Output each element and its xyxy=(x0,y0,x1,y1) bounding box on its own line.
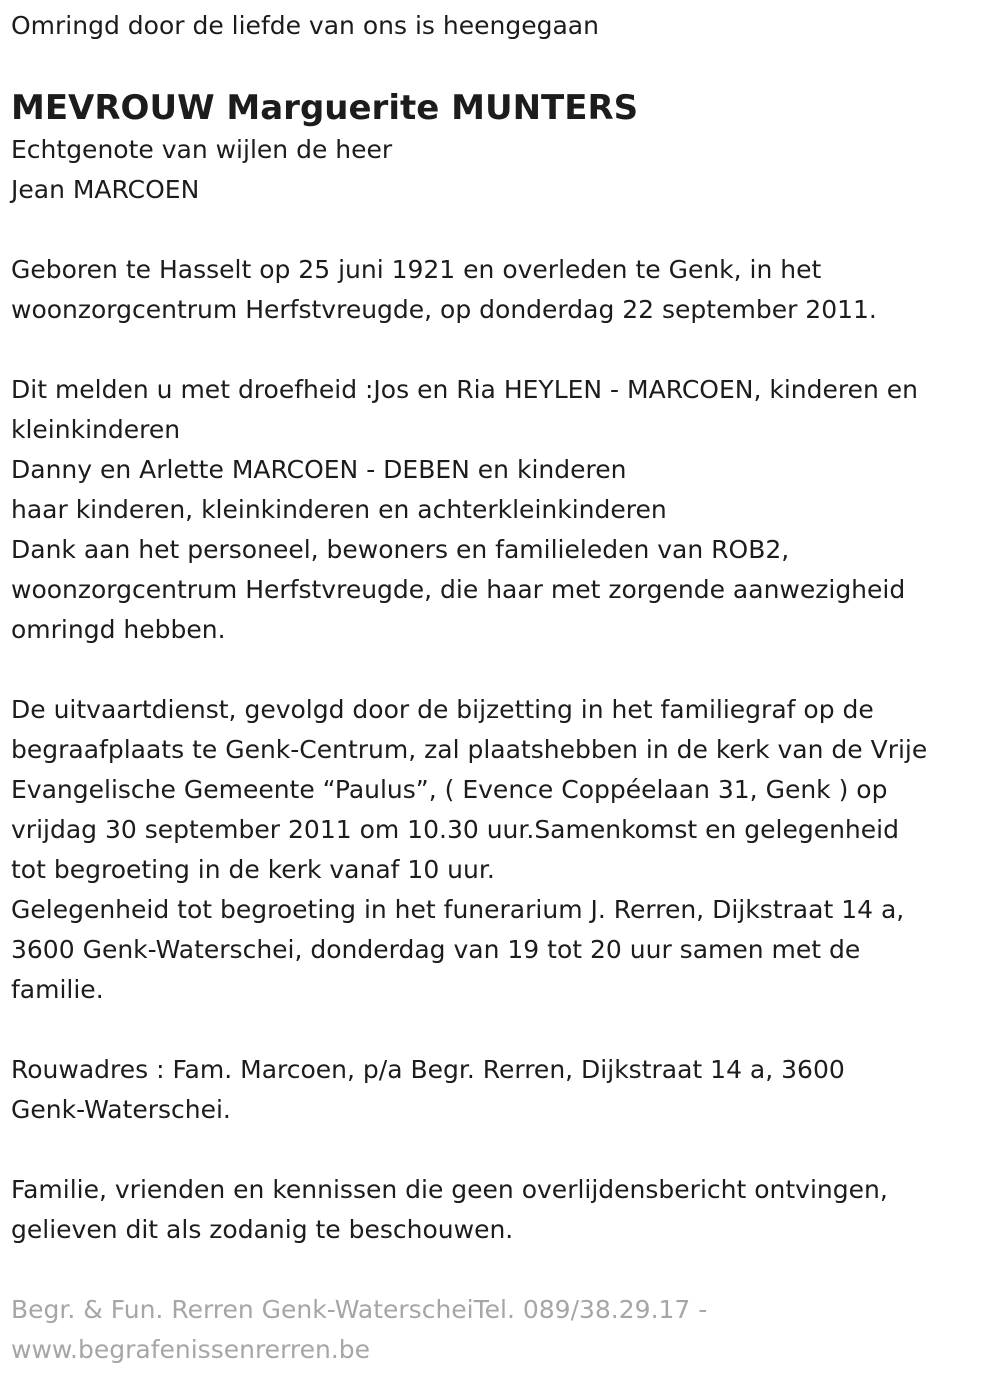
paragraph-line: Dank aan het personeel, bewoners en familieleden van ROB2, xyxy=(11,535,790,564)
spouse-line: Jean MARCOEN xyxy=(11,175,200,204)
paragraph-line: Familie, vrienden en kennissen die geen overlijdensbericht ontvingen, xyxy=(11,1175,888,1204)
paragraph-line: vrijdag 30 september 2011 om 10.30 uur.Samenkomst en gelegenheid xyxy=(11,815,899,844)
paragraph-line: haar kinderen, kleinkinderen en achterkleinkinderen xyxy=(11,495,667,524)
deceased-name: MEVROUW Marguerite MUNTERS xyxy=(11,88,639,128)
paragraph-line: Geboren te Hasselt op 25 juni 1921 en overleden te Genk, in het xyxy=(11,255,822,284)
address-paragraph xyxy=(11,1050,986,1130)
paragraph-line: Gelegenheid tot begroeting in het funerarium J. Rerren, Dijkstraat 14 a, xyxy=(11,895,905,924)
paragraph-line: begraafplaats te Genk-Centrum, zal plaatshebben in de kerk van de Vrije xyxy=(11,735,928,764)
notice-paragraph xyxy=(11,1170,986,1250)
paragraph-line: Dit melden u met droefheid :Jos en Ria HEYLEN - MARCOEN, kinderen en xyxy=(11,375,918,404)
paragraph-line: Danny en Arlette MARCOEN - DEBEN en kinderen xyxy=(11,455,627,484)
obituary-notice xyxy=(11,6,986,1370)
paragraph-line: gelieven dit als zodanig te beschouwen. xyxy=(11,1215,514,1244)
birth-death-paragraph xyxy=(11,250,986,330)
paragraph-line: familie. xyxy=(11,975,104,1004)
paragraph-line: tot begroeting in de kerk vanaf 10 uur. xyxy=(11,855,495,884)
paragraph-line: 3600 Genk-Waterschei, donderdag van 19 tot 20 uur samen met de xyxy=(11,935,861,964)
funeral-home-footer xyxy=(11,1290,986,1370)
funeral-home-website: www.begrafenissenrerren.be xyxy=(11,1335,371,1364)
paragraph-line: woonzorgcentrum Herfstvreugde, op donderdag 22 september 2011. xyxy=(11,295,877,324)
paragraph-line: woonzorgcentrum Herfstvreugde, die haar met zorgende aanwezigheid xyxy=(11,575,906,604)
intro-text: Omringd door de liefde van ons is heengegaan xyxy=(11,11,599,40)
paragraph-line: De uitvaartdienst, gevolgd door de bijzetting in het familiegraf op de xyxy=(11,695,874,724)
paragraph-line: Rouwadres : Fam. Marcoen, p/a Begr. Rerren, Dijkstraat 14 a, 3600 xyxy=(11,1055,845,1084)
paragraph-line: omringd hebben. xyxy=(11,615,226,644)
paragraph-line: Genk-Waterschei. xyxy=(11,1095,231,1124)
spouse-block xyxy=(11,130,986,210)
footer-line: Begr. & Fun. Rerren Genk-WaterscheiTel. 089/38.29.17 - xyxy=(11,1295,708,1324)
paragraph-line: Evangelische Gemeente “Paulus”, ( Evence Coppéelaan 31, Genk ) op xyxy=(11,775,888,804)
family-paragraph xyxy=(11,370,986,650)
paragraph-line: kleinkinderen xyxy=(11,415,181,444)
spouse-line: Echtgenote van wijlen de heer xyxy=(11,135,393,164)
service-paragraph xyxy=(11,690,986,1010)
